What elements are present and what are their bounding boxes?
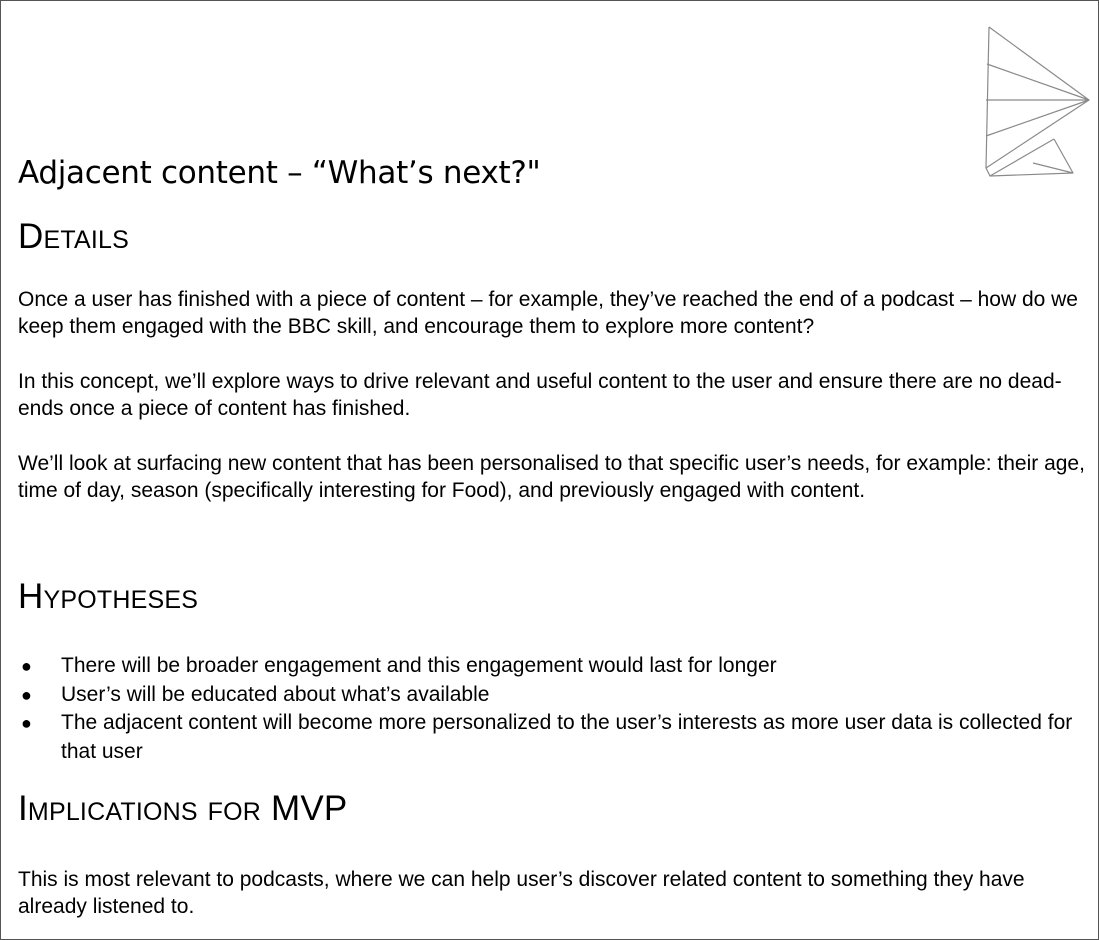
hypotheses-heading: Hypotheses bbox=[18, 577, 199, 616]
hypotheses-list bbox=[18, 652, 1088, 766]
details-heading: Details bbox=[18, 217, 129, 256]
page-title: Adjacent content – “What’s next?" bbox=[18, 155, 541, 191]
bullet-icon: ● bbox=[21, 713, 32, 733]
list-item-text: User’s will be educated about what’s available bbox=[61, 682, 490, 706]
details-paragraph-3: We’ll look at surfacing new content that has been personalised to that specific user’s needs, for example: their age, time of day, season (specifically interesting for Food), and previously engaged with content. bbox=[18, 452, 1085, 502]
paper-plane-logo-icon bbox=[983, 23, 1093, 178]
implications-heading: Implications for MVP bbox=[18, 789, 348, 828]
bullet-icon: ● bbox=[21, 656, 32, 676]
details-paragraph-2: In this concept, we’ll explore ways to drive relevant and useful content to the user and ensure there are no dead-ends once a piece of content has finished. bbox=[18, 370, 1062, 420]
bullet-icon: ● bbox=[21, 684, 32, 705]
list-item bbox=[18, 709, 1088, 766]
implications-paragraph: This is most relevant to podcasts, where we can help user’s discover related content to something they have already listened to. bbox=[18, 868, 1025, 918]
list-item-text: There will be broader engagement and this engagement would last for longer bbox=[61, 654, 777, 677]
details-paragraph-1: Once a user has finished with a piece of content – for example, they’ve reached the end of a podcast – how do we keep them engaged with the BBC skill, and encourage them to explore more content? bbox=[18, 288, 1078, 338]
list-item bbox=[18, 681, 1088, 710]
list-item-text: The adjacent content will become more personalized to the user’s interests as more user data is collected for that user bbox=[61, 711, 1073, 763]
list-item bbox=[18, 652, 1088, 681]
